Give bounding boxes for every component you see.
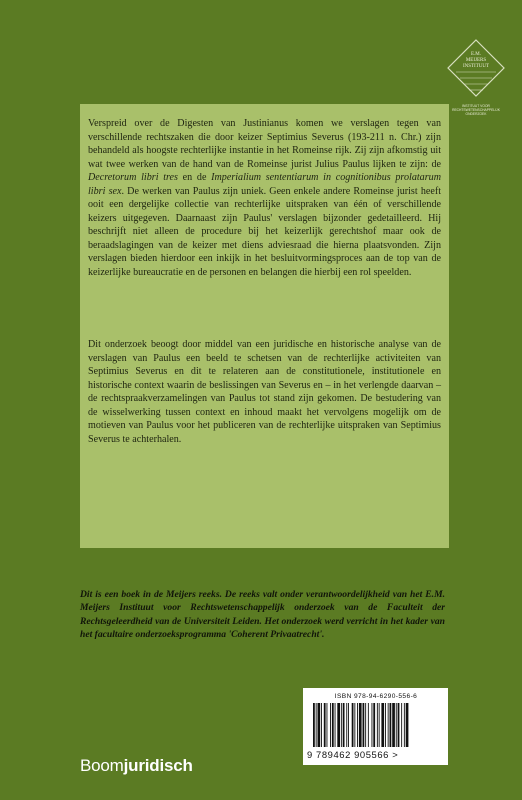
blurb-paragraph-2: Dit onderzoek beoogt door middel van een juridische en historische analyse van de verslagen van Paulus een beeld te schetsen van de rechterlijke activiteiten van Septimius Severus en dit te relateren aan de constitutionele, institutionele en historische context waarin de beslissingen van Severus en – in het verlengde daarvan – de rechtspraakverzamelingen van Paulus tot stand zijn gekomen. De bestudering van de wisselwerking tussen context en inhoud maakt het vervolgens mogelijk om de motieven van Paulus voor het publiceren van de rechterlijke uitspraken van Septimius Severus te achterhalen.: [88, 339, 441, 445]
publisher-name-part: juridisch: [123, 756, 193, 775]
logo-sub-line: RECHTSWETENSCHAPPELIJK: [452, 108, 500, 112]
barcode-bar: [373, 703, 375, 747]
logo-name-line: INSTITUUT: [462, 64, 490, 69]
series-note: Dit is een boek in de Meijers reeks. De reeks valt onder verantwoordelijkheid van het E.M. Meijers Instituut voor Rechtswetenschappelijk onderzoek van de Faculteit der Rechtsgeleerdheid van de Universiteit Leiden. Het onderzoek werd verricht in het kader van het facultaire onderzoeksprogramma 'Coherent Privaatrecht'.: [80, 589, 445, 640]
logo-name-line: E.M.: [471, 52, 481, 57]
barcode-bar: [352, 703, 354, 747]
barcode-bar: [396, 703, 397, 747]
barcode-bar: [390, 703, 392, 747]
work-title: Decretorum libri tres: [88, 172, 178, 183]
institute-logo: [446, 38, 506, 130]
text-run: en de: [177, 172, 212, 183]
isbn-label: ISBN 978-94-6290-556-6: [334, 693, 418, 700]
barcode-bar: [335, 703, 336, 747]
barcode-bar: [343, 703, 345, 747]
barcode-bar: [327, 703, 328, 747]
barcode-bar: [392, 703, 395, 747]
logo-name-line: MEIJERS: [465, 58, 487, 63]
logo-sub-line: ONDERZOEK: [465, 112, 487, 116]
barcode-bar: [316, 703, 317, 747]
barcode-bar: [398, 703, 400, 747]
barcode-bar: [354, 703, 355, 747]
publisher-name-part: Boom: [80, 756, 124, 775]
barcode-bar: [357, 703, 358, 747]
barcode-bar: [332, 703, 334, 747]
barcode-bar: [401, 703, 402, 747]
barcode-bar: [404, 703, 405, 747]
logo-sub-line: INSTITUUT VOOR: [462, 104, 490, 108]
barcode-bar: [365, 703, 366, 747]
barcode-box: [303, 688, 448, 765]
barcode-bar: [368, 703, 369, 747]
barcode-bar: [406, 703, 409, 747]
barcode-bar: [324, 703, 326, 747]
barcode-bar: [359, 703, 362, 747]
barcode-icon: [311, 703, 441, 749]
barcode-bar: [313, 703, 315, 747]
barcode-bar: [363, 703, 365, 747]
publisher-logo: [80, 756, 193, 776]
text-run: . De werken van Paulus zijn uniek. Geen enkele andere Romeinse jurist heeft ooit een dergelijke collectie van rechterlijke uitspraken van één of verschillende keizers uitgegeven. Daarnaast zijn Paulus' verslagen bijzonder gedetailleerd. Hij beschrijft niet alleen de procedure bij het keizerlijk gerechtshof maar ook de beraadslagingen van de keizer met diens adviesraad die hierna plaatsvonden. Zijn verslagen bieden hierdoor een inkijk in het besluitvormingsproces aan de top van de keizerlijke bureaucratie en de personen en belangen die hierbij een rol speelden.: [88, 185, 441, 278]
barcode-bar: [321, 703, 322, 747]
barcode-bar: [318, 703, 321, 747]
barcode-bar: [348, 703, 349, 747]
barcode-bar: [385, 703, 386, 747]
barcode-bar: [341, 703, 342, 747]
work-title: Imperialium sententiarum in cognitionibus prolatarum libri sex: [88, 172, 441, 197]
ean-digits: 9 789462 905566 >: [307, 749, 399, 760]
logo-subtitle: [446, 104, 506, 116]
barcode-bar: [388, 703, 389, 747]
text-run: Verspreid over de Digesten van Justinianus komen we verslagen tegen van verschillende rechtszaken die door keizer Septimius Severus (193-211 n. Chr.) zijn behandeld als hoogste rechterlijke instantie in het Romeinse rijk. Zij zijn afkomstig uit wat twee werken van de hand van de Romeinse jurist Julius Paulus lijken te zijn: de: [88, 118, 441, 170]
barcode-bar: [330, 703, 331, 747]
logo-name: [446, 52, 506, 70]
barcode-bar: [377, 703, 378, 747]
barcode-bar: [372, 703, 373, 747]
blurb-paragraph-1: [88, 117, 441, 279]
blurb-panel: [80, 104, 449, 548]
barcode-bar: [337, 703, 340, 747]
barcode-bar: [379, 703, 380, 747]
barcode-bar: [346, 703, 347, 747]
barcode-bar: [381, 703, 384, 747]
